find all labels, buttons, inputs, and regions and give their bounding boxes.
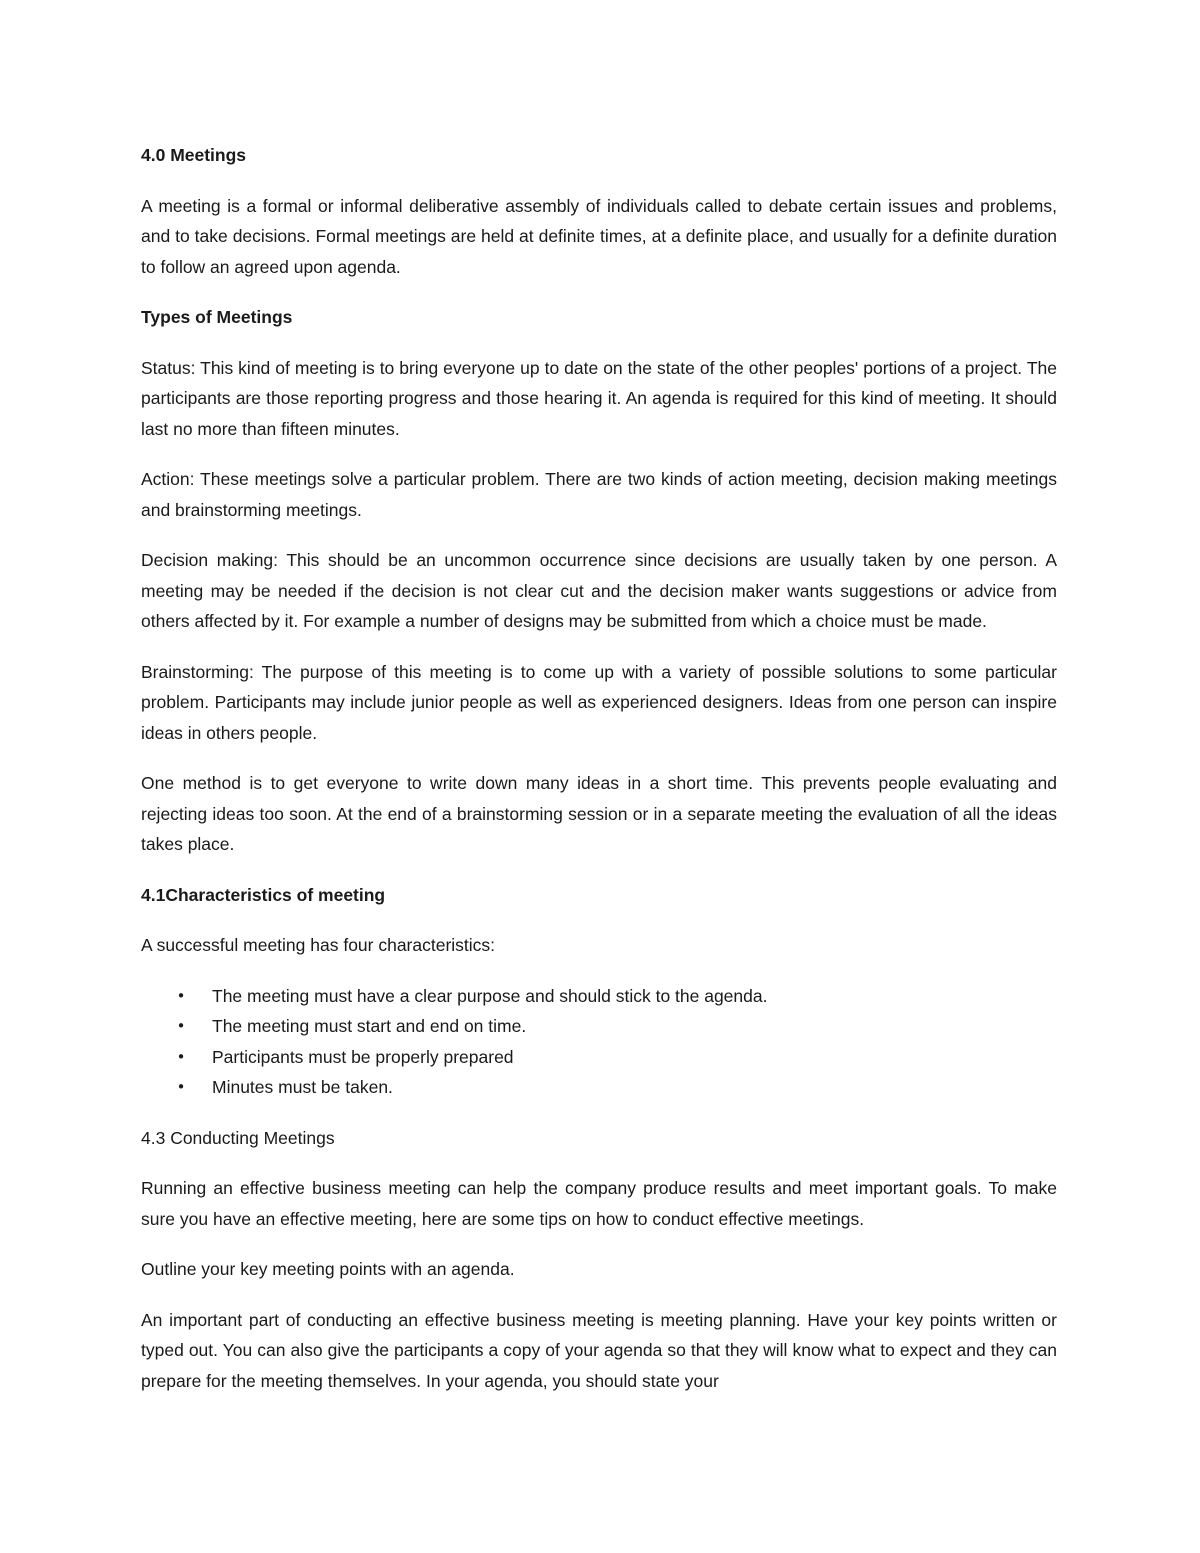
- paragraph-characteristics-intro: A successful meeting has four characteristics:: [141, 935, 496, 955]
- list-item: [141, 1011, 1057, 1042]
- bullet-icon: •: [176, 986, 186, 1005]
- list-item: [141, 981, 1057, 1012]
- bullet-icon: •: [176, 1047, 186, 1066]
- section-heading-conducting: 4.3 Conducting Meetings: [141, 1127, 335, 1148]
- list-item: [141, 1042, 1057, 1073]
- section-heading-characteristics: 4.1Characteristics of meeting: [141, 884, 386, 905]
- paragraph-planning: An important part of conducting an effective business meeting is meeting planning. Have your key points written or typed out. You can also give the participants a copy of your agenda so that they will know what to expect and they can prepare for the meeting themselves. In your agenda, you should state your: [141, 1309, 1057, 1391]
- paragraph-conducting-intro: Running an effective business meeting can help the company produce results and meet important goals. To make sure you have an effective meeting, here are some tips on how to conduct effective meetings.: [141, 1178, 1057, 1229]
- paragraph-action: Action: These meetings solve a particular problem. There are two kinds of action meeting, decision making meetings and brainstorming meetings.: [141, 469, 1057, 520]
- bullet-icon: •: [176, 1078, 186, 1096]
- paragraph-decision-making: Decision making: This should be an uncommon occurrence since decisions are usually taken by one person. A meeting may be needed if the decision is not clear cut and the decision maker wants suggestions or advice from others affected by it. For example a number of designs may be submitted from which a choice must be made.: [141, 550, 1057, 631]
- list-item-text: Participants must be properly prepared: [212, 1046, 514, 1067]
- list-item-text: Minutes must be taken.: [212, 1077, 393, 1097]
- paragraph-method: One method is to get everyone to write down many ideas in a short time. This prevents people evaluating and rejecting ideas too soon. At the end of a brainstorming session or in a separate meeting the evaluation of all the ideas takes place.: [141, 773, 1057, 854]
- list-item-text: The meeting must start and end on time.: [212, 1016, 527, 1036]
- bullet-icon: •: [176, 1017, 186, 1035]
- section-heading-types: Types of Meetings: [141, 307, 293, 327]
- characteristics-list: [141, 981, 1057, 1103]
- document-page: [141, 140, 1057, 1416]
- paragraph-meetings-intro: A meeting is a formal or informal deliberative assembly of individuals called to debate certain issues and problems, and to take decisions. Formal meetings are held at definite times, at a definite place, and usually for a definite duration to follow an agreed upon agenda.: [141, 195, 1057, 277]
- section-heading-meetings: 4.0 Meetings: [141, 145, 247, 165]
- paragraph-outline: Outline your key meeting points with an agenda.: [141, 1259, 515, 1279]
- list-item: [141, 1072, 1057, 1103]
- paragraph-brainstorming: Brainstorming: The purpose of this meeting is to come up with a variety of possible solutions to some particular problem. Participants may include junior people as well as experienced designers. Ideas from one person can inspire ideas in others people.: [141, 661, 1057, 743]
- list-item-text: The meeting must have a clear purpose and should stick to the agenda.: [212, 985, 768, 1006]
- paragraph-status: Status: This kind of meeting is to bring everyone up to date on the state of the other peoples' portions of a project. The participants are those reporting progress and those hearing it. An agenda is required for this kind of meeting. It should last no more than fifteen minutes.: [141, 357, 1057, 439]
